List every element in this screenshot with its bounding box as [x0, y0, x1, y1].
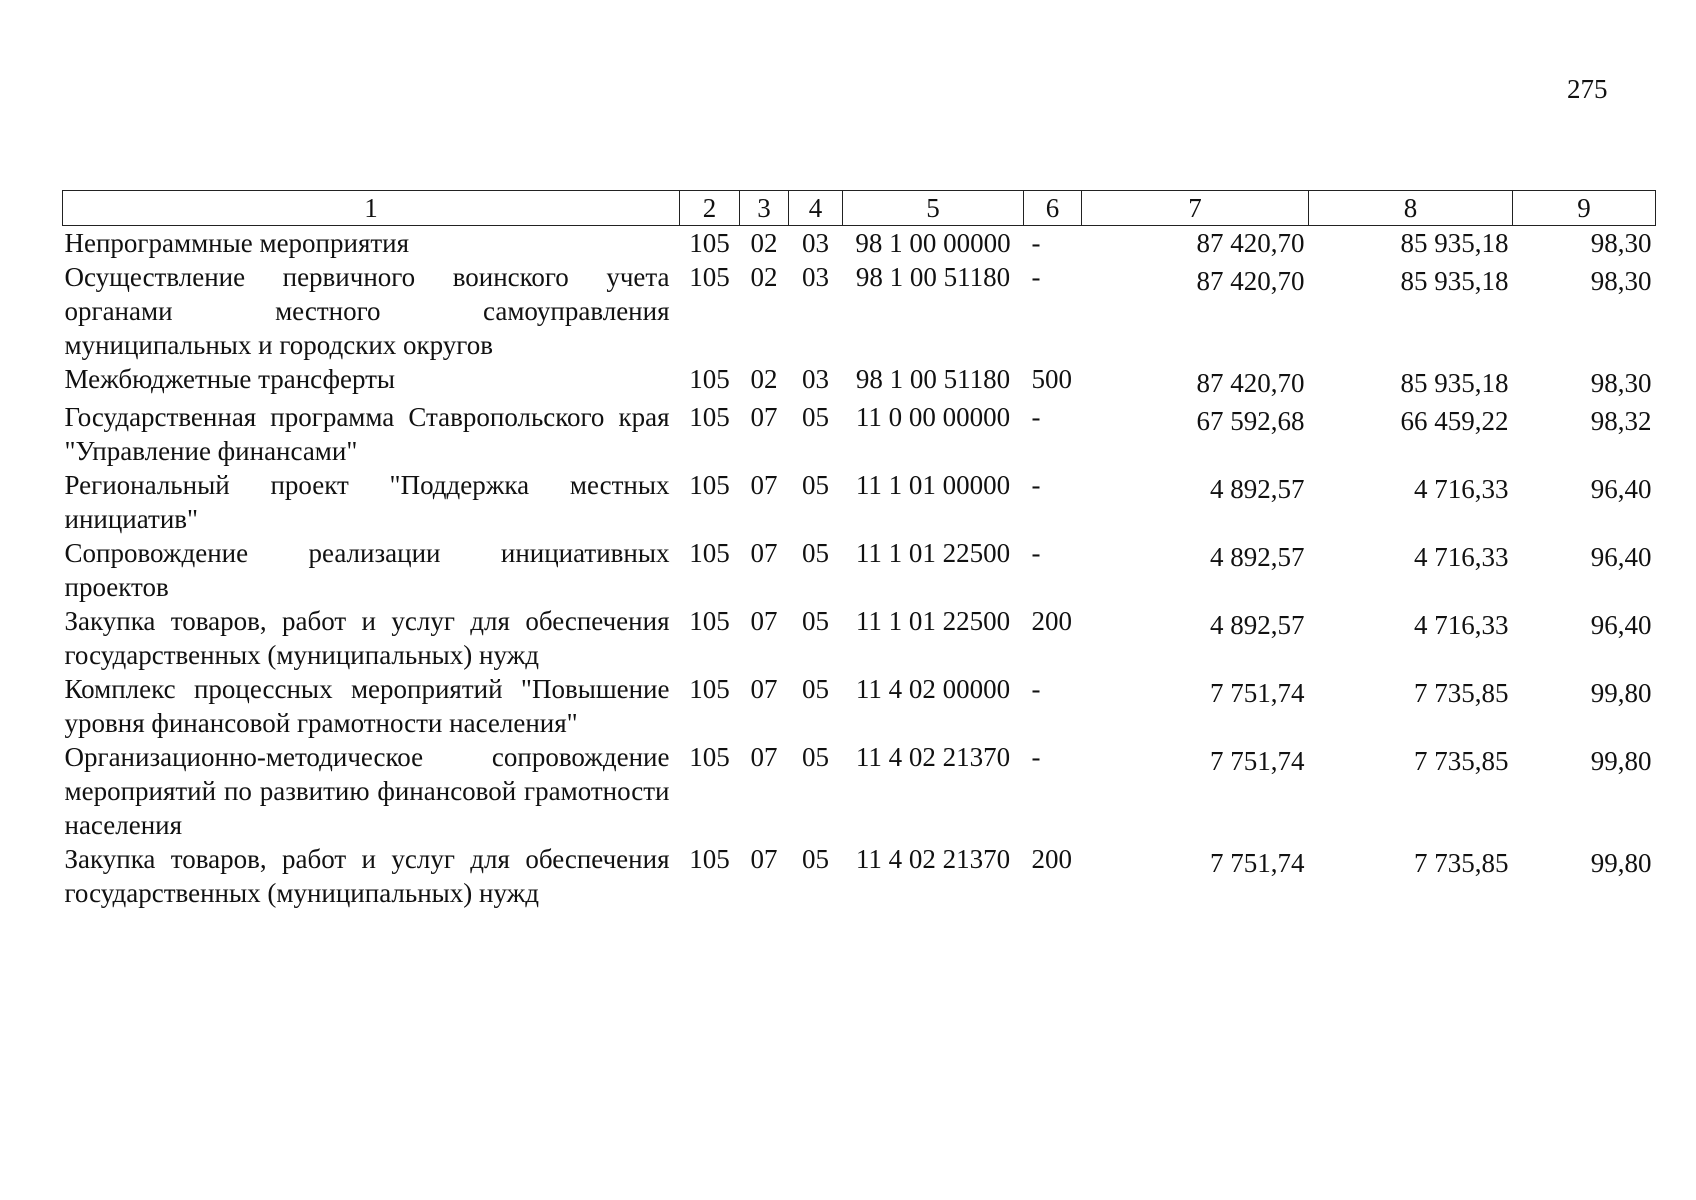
row-col-9: 99,80	[1590, 848, 1652, 878]
row-col-5: 11 4 02 21370	[855, 742, 1011, 772]
header-col-4: 4	[789, 191, 843, 226]
budget-table	[62, 190, 1656, 910]
row-col-6: -	[1031, 674, 1041, 704]
header-col-9: 9	[1513, 191, 1656, 226]
row-col-4: 05	[802, 674, 829, 704]
row-col-2: 105	[689, 538, 730, 568]
row-col-5: 98 1 00 51180	[855, 364, 1011, 394]
table-row	[63, 260, 1656, 362]
row-col-6: -	[1031, 742, 1041, 772]
row-col-6: -	[1031, 470, 1041, 500]
row-col-8: 4 716,33	[1414, 474, 1509, 504]
row-col-9: 96,40	[1590, 542, 1652, 572]
table-row	[63, 672, 1656, 740]
row-col-2: 105	[689, 674, 730, 704]
row-name: Непрограммные мероприятия	[64, 228, 410, 258]
row-col-9: 96,40	[1590, 610, 1652, 640]
header-col-5: 5	[843, 191, 1024, 226]
row-col-2: 105	[689, 402, 730, 432]
row-name: Закупка товаров, работ и услуг для обеспечения государственных (муниципальных) нужд	[64, 844, 670, 908]
row-col-5: 98 1 00 51180	[855, 262, 1011, 292]
row-col-3: 07	[750, 402, 778, 432]
row-col-4: 05	[802, 402, 829, 432]
row-col-8: 7 735,85	[1414, 746, 1509, 776]
row-col-6: 200	[1031, 606, 1072, 636]
row-col-9: 96,40	[1590, 474, 1652, 504]
row-name: Комплекс процессных мероприятий "Повышение уровня финансовой грамотности населения"	[64, 674, 670, 738]
row-col-8: 66 459,22	[1400, 406, 1509, 436]
row-col-8: 85 935,18	[1400, 228, 1509, 258]
header-col-6: 6	[1024, 191, 1082, 226]
row-col-7: 67 592,68	[1196, 406, 1305, 436]
row-col-6: -	[1031, 262, 1041, 292]
row-col-3: 07	[750, 538, 778, 568]
row-col-3: 02	[750, 228, 778, 258]
row-col-2: 105	[689, 262, 730, 292]
row-col-5: 11 1 01 22500	[855, 606, 1011, 636]
table-row	[63, 740, 1656, 842]
table-header	[63, 191, 1656, 226]
row-col-7: 87 420,70	[1196, 266, 1305, 296]
row-col-5: 11 1 01 00000	[855, 470, 1011, 500]
table-row	[63, 468, 1656, 536]
row-name: Организационно-методическое сопровождение мероприятий по развитию финансовой грамотности населения	[64, 742, 670, 840]
row-col-2: 105	[689, 742, 730, 772]
row-col-8: 7 735,85	[1414, 678, 1509, 708]
row-col-8: 85 935,18	[1400, 368, 1509, 398]
row-col-3: 07	[750, 606, 778, 636]
row-col-3: 02	[750, 262, 778, 292]
page-number: 275	[1567, 74, 1608, 104]
row-col-4: 05	[802, 538, 829, 568]
row-col-7: 87 420,70	[1196, 228, 1305, 258]
row-col-6: -	[1031, 228, 1041, 258]
row-col-7: 7 751,74	[1210, 678, 1305, 708]
row-col-7: 4 892,57	[1210, 474, 1305, 504]
table-row	[63, 842, 1656, 910]
table-body	[63, 226, 1656, 911]
row-col-9: 98,30	[1590, 228, 1652, 258]
row-col-7: 4 892,57	[1210, 610, 1305, 640]
header-col-3: 3	[740, 191, 789, 226]
row-col-3: 07	[750, 844, 778, 874]
row-col-4: 05	[802, 470, 829, 500]
row-col-2: 105	[689, 228, 730, 258]
row-col-2: 105	[689, 364, 730, 394]
row-name: Межбюджетные трансферты	[64, 364, 396, 394]
row-col-9: 99,80	[1590, 678, 1652, 708]
header-col-2: 2	[680, 191, 740, 226]
row-col-7: 7 751,74	[1210, 848, 1305, 878]
row-col-4: 05	[802, 742, 829, 772]
row-col-7: 4 892,57	[1210, 542, 1305, 572]
table-row	[63, 536, 1656, 604]
row-col-6: 500	[1031, 364, 1072, 394]
row-col-3: 02	[750, 364, 778, 394]
row-col-6: 200	[1031, 844, 1072, 874]
row-col-4: 05	[802, 844, 829, 874]
row-col-5: 11 0 00 00000	[855, 402, 1011, 432]
row-col-2: 105	[689, 606, 730, 636]
table-row	[63, 604, 1656, 672]
row-col-5: 11 4 02 00000	[855, 674, 1011, 704]
row-col-5: 11 1 01 22500	[855, 538, 1011, 568]
row-col-4: 03	[802, 262, 829, 292]
header-row	[63, 191, 1656, 226]
header-col-8: 8	[1309, 191, 1513, 226]
header-col-1: 1	[63, 191, 680, 226]
row-col-4: 05	[802, 606, 829, 636]
header-col-7: 7	[1082, 191, 1309, 226]
row-col-8: 4 716,33	[1414, 542, 1509, 572]
table-row	[63, 226, 1656, 261]
table-row	[63, 362, 1656, 400]
row-name: Осуществление первичного воинского учета органами местного самоуправления муниципальных и городских округов	[64, 262, 670, 360]
row-col-9: 98,32	[1590, 406, 1652, 436]
row-col-8: 7 735,85	[1414, 848, 1509, 878]
row-name: Региональный проект "Поддержка местных инициатив"	[64, 470, 670, 534]
row-name: Государственная программа Ставропольского края "Управление финансами"	[64, 402, 670, 466]
row-name: Закупка товаров, работ и услуг для обеспечения государственных (муниципальных) нужд	[64, 606, 670, 670]
row-col-7: 7 751,74	[1210, 746, 1305, 776]
row-col-4: 03	[802, 364, 829, 394]
row-col-9: 99,80	[1590, 746, 1652, 776]
row-col-4: 03	[802, 228, 829, 258]
row-col-7: 87 420,70	[1196, 368, 1305, 398]
row-name: Сопровождение реализации инициативных проектов	[64, 538, 670, 602]
row-col-9: 98,30	[1590, 368, 1652, 398]
row-col-8: 85 935,18	[1400, 266, 1509, 296]
row-col-9: 98,30	[1590, 266, 1652, 296]
row-col-5: 11 4 02 21370	[855, 844, 1011, 874]
row-col-5: 98 1 00 00000	[855, 228, 1011, 258]
row-col-3: 07	[750, 674, 778, 704]
row-col-3: 07	[750, 470, 778, 500]
row-col-8: 4 716,33	[1414, 610, 1509, 640]
row-col-6: -	[1031, 538, 1041, 568]
row-col-2: 105	[689, 844, 730, 874]
row-col-6: -	[1031, 402, 1041, 432]
table-row	[63, 400, 1656, 468]
row-col-2: 105	[689, 470, 730, 500]
row-col-3: 07	[750, 742, 778, 772]
